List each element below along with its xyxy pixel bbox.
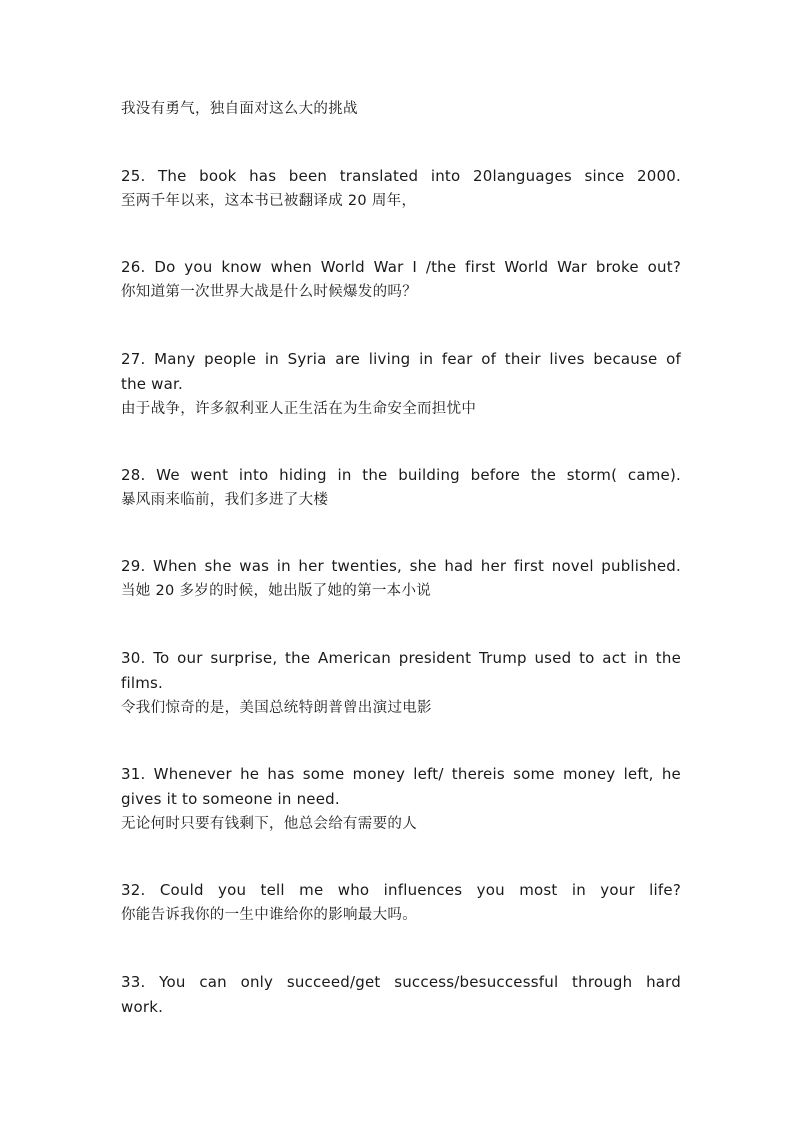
sentence-30-en-line-2: films.: [121, 674, 164, 692]
sentence-27-en-line-2: the war.: [121, 375, 184, 393]
sentence-28-cn: 暴风雨来临前，我们多进了大楼: [121, 492, 329, 508]
sentence-28-en-line-1: 28. We went into hiding in the building before the storm( came).: [121, 466, 681, 484]
sentence-31-en-line-1: 31. Whenever he has some money left/ thereis some money left, he: [121, 765, 681, 783]
intro-translation: 我没有勇气，独自面对这么大的挑战: [121, 101, 358, 117]
sentence-27-cn: 由于战争，许多叙利亚人正生活在为生命安全而担忧中: [121, 401, 477, 417]
sentence-30-cn: 令我们惊奇的是，美国总统特朗普曾出演过电影: [121, 700, 432, 716]
sentence-30-en-line-1: 30. To our surprise, the American president Trump used to act in the: [121, 649, 681, 667]
sentence-26-cn: 你知道第一次世界大战是什么时候爆发的吗？: [121, 284, 417, 300]
sentence-25-en-line-1: 25. The book has been translated into 20languages since 2000.: [121, 167, 681, 185]
sentence-26-en-line-1: 26. Do you know when World War I /the first World War broke out?: [121, 258, 681, 276]
sentence-32-en-line-1: 32. Could you tell me who influences you most in your life?: [121, 881, 681, 899]
sentence-33-en-line-1: 33. You can only succeed/get success/besuccessful through hard: [121, 973, 681, 991]
sentence-31-cn: 无论何时只要有钱剩下，他总会给有需要的人: [121, 816, 417, 832]
sentence-27-en-line-1: 27. Many people in Syria are living in fear of their lives because of: [121, 350, 681, 368]
sentence-32-cn: 你能告诉我你的一生中谁给你的影响最大吗。: [121, 907, 417, 923]
sentence-29-en-line-1: 29. When she was in her twenties, she had her first novel published.: [121, 557, 681, 575]
sentence-25-cn: 至两千年以来，这本书已被翻译成 20 周年，: [121, 193, 417, 209]
sentence-31-en-line-2: gives it to someone in need.: [121, 790, 340, 808]
sentence-29-cn: 当她 20 多岁的时候，她出版了她的第一本小说: [121, 583, 432, 599]
sentence-33-en-line-2: work.: [121, 998, 164, 1016]
